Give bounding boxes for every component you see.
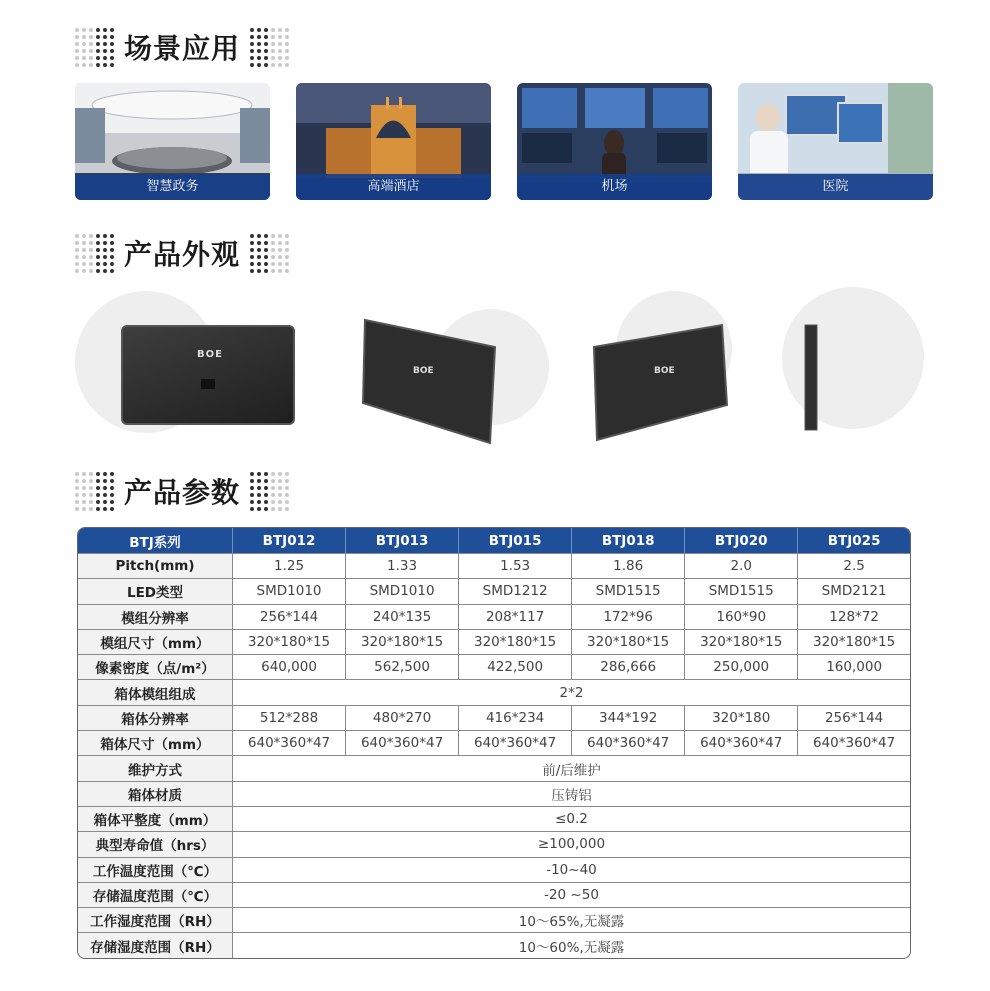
- merged-value-cell: 前/后维护: [233, 755, 910, 780]
- header-cell: BTJ系列: [78, 528, 233, 553]
- value-cell: 512*288: [233, 705, 346, 730]
- value-cell: 256*144: [798, 705, 910, 730]
- value-cell: 416*234: [459, 705, 572, 730]
- section-title: 场景应用: [124, 32, 241, 65]
- spec-table-header: [78, 528, 910, 553]
- merged-value-cell: 10～65%,无凝露: [233, 907, 910, 932]
- value-cell: 160*90: [685, 604, 798, 629]
- value-cell: 1.53: [459, 553, 572, 578]
- table-row: [78, 806, 910, 831]
- header-cell: BTJ018: [572, 528, 685, 553]
- dot-pattern-icon: [75, 472, 114, 511]
- value-cell: 562,500: [346, 654, 459, 679]
- dot-pattern-icon: [250, 472, 289, 511]
- value-cell: 256*144: [233, 604, 346, 629]
- row-label: 工作湿度范围（RH）: [78, 907, 233, 932]
- merged-value-cell: 压铸铝: [233, 781, 910, 806]
- brand-logo: BOE: [654, 366, 675, 376]
- value-cell: SMD2121: [798, 578, 910, 603]
- spec-table: [77, 527, 911, 959]
- row-label: 工作温度范围（℃）: [78, 857, 233, 882]
- scene-airport: [517, 83, 712, 200]
- row-label: LED类型: [78, 578, 233, 603]
- scene-caption: 智慧政务: [75, 174, 270, 200]
- row-label: 模组分辨率: [78, 604, 233, 629]
- row-label: 维护方式: [78, 755, 233, 780]
- value-cell: 640,000: [233, 654, 346, 679]
- row-label: 箱体材质: [78, 781, 233, 806]
- dot-pattern-icon: [75, 234, 114, 273]
- row-label: 箱体模组组成: [78, 679, 233, 704]
- value-cell: 320*180*15: [346, 629, 459, 654]
- value-cell: 1.86: [572, 553, 685, 578]
- table-row: [78, 857, 910, 882]
- row-label: 模组尺寸（mm）: [78, 629, 233, 654]
- dot-pattern-icon: [250, 28, 289, 67]
- value-cell: 320*180*15: [572, 629, 685, 654]
- section-header-scenes: [75, 17, 289, 77]
- value-cell: 640*360*47: [798, 730, 910, 755]
- merged-value-cell: -10~40: [233, 857, 910, 882]
- section-header-params: [75, 461, 289, 521]
- value-cell: SMD1515: [572, 578, 685, 603]
- table-row: [78, 932, 910, 957]
- row-label: 箱体尺寸（mm）: [78, 730, 233, 755]
- scene-caption: 医院: [738, 174, 933, 200]
- value-cell: 160,000: [798, 654, 910, 679]
- table-row: [78, 705, 910, 730]
- merged-value-cell: ≥100,000: [233, 831, 910, 856]
- scene-government: [75, 83, 270, 200]
- led-cabinet-image: [355, 285, 575, 445]
- value-cell: 172*96: [572, 604, 685, 629]
- row-label: 存储温度范围（℃）: [78, 882, 233, 907]
- table-row: [78, 629, 910, 654]
- value-cell: 320*180*15: [685, 629, 798, 654]
- value-cell: SMD1212: [459, 578, 572, 603]
- value-cell: 208*117: [459, 604, 572, 629]
- value-cell: 640*360*47: [459, 730, 572, 755]
- merged-value-cell: ≤0.2: [233, 806, 910, 831]
- table-row: [78, 730, 910, 755]
- product-view-angle-right: [592, 285, 812, 445]
- table-row: [78, 781, 910, 806]
- header-cell: BTJ025: [798, 528, 910, 553]
- table-row: [78, 604, 910, 629]
- scene-caption: 高端酒店: [296, 174, 491, 200]
- table-row: [78, 654, 910, 679]
- scene-caption: 机场: [517, 174, 712, 200]
- product-view-front: [75, 285, 295, 445]
- table-row: [78, 882, 910, 907]
- row-label: 典型寿命值（hrs）: [78, 831, 233, 856]
- led-cabinet-side-image: [780, 285, 990, 445]
- section-title: 产品参数: [124, 476, 241, 509]
- value-cell: 480*270: [346, 705, 459, 730]
- value-cell: 640*360*47: [685, 730, 798, 755]
- value-cell: SMD1010: [233, 578, 346, 603]
- table-row: [78, 553, 910, 578]
- table-row: [78, 578, 910, 603]
- value-cell: 128*72: [798, 604, 910, 629]
- row-label: 像素密度（点/m²）: [78, 654, 233, 679]
- value-cell: SMD1010: [346, 578, 459, 603]
- section-header-appearance: [75, 223, 289, 283]
- value-cell: 640*360*47: [233, 730, 346, 755]
- value-cell: 640*360*47: [346, 730, 459, 755]
- value-cell: 320*180*15: [798, 629, 910, 654]
- merged-value-cell: 2*2: [233, 679, 910, 704]
- table-row: [78, 907, 910, 932]
- brand-logo: BOE: [413, 366, 434, 376]
- value-cell: 320*180*15: [459, 629, 572, 654]
- value-cell: 1.33: [346, 553, 459, 578]
- value-cell: 2.0: [685, 553, 798, 578]
- value-cell: 1.25: [233, 553, 346, 578]
- merged-value-cell: 10～60%,无凝露: [233, 932, 910, 957]
- header-cell: BTJ012: [233, 528, 346, 553]
- value-cell: 240*135: [346, 604, 459, 629]
- table-row: [78, 831, 910, 856]
- header-cell: BTJ015: [459, 528, 572, 553]
- table-row: [78, 755, 910, 780]
- header-cell: BTJ013: [346, 528, 459, 553]
- value-cell: 320*180: [685, 705, 798, 730]
- table-row: [78, 679, 910, 704]
- product-view-angle-left: [355, 285, 575, 445]
- dot-pattern-icon: [75, 28, 114, 67]
- value-cell: 344*192: [572, 705, 685, 730]
- dot-pattern-icon: [250, 234, 289, 273]
- value-cell: 422,500: [459, 654, 572, 679]
- header-cell: BTJ020: [685, 528, 798, 553]
- value-cell: 2.5: [798, 553, 910, 578]
- row-label: 存储湿度范围（RH）: [78, 932, 233, 957]
- value-cell: 250,000: [685, 654, 798, 679]
- brand-logo: BOE: [197, 349, 223, 360]
- row-label: 箱体平整度（mm）: [78, 806, 233, 831]
- scene-hospital: [738, 83, 933, 200]
- led-cabinet-image: [592, 285, 812, 445]
- value-cell: 286,666: [572, 654, 685, 679]
- product-view-side: [780, 285, 990, 445]
- value-cell: 640*360*47: [572, 730, 685, 755]
- value-cell: 320*180*15: [233, 629, 346, 654]
- scene-hotel: [296, 83, 491, 200]
- value-cell: SMD1515: [685, 578, 798, 603]
- row-label: 箱体分辨率: [78, 705, 233, 730]
- section-title: 产品外观: [124, 238, 241, 271]
- merged-value-cell: -20 ~50: [233, 882, 910, 907]
- row-label: Pitch(mm): [78, 553, 233, 578]
- led-cabinet-image: [121, 325, 295, 425]
